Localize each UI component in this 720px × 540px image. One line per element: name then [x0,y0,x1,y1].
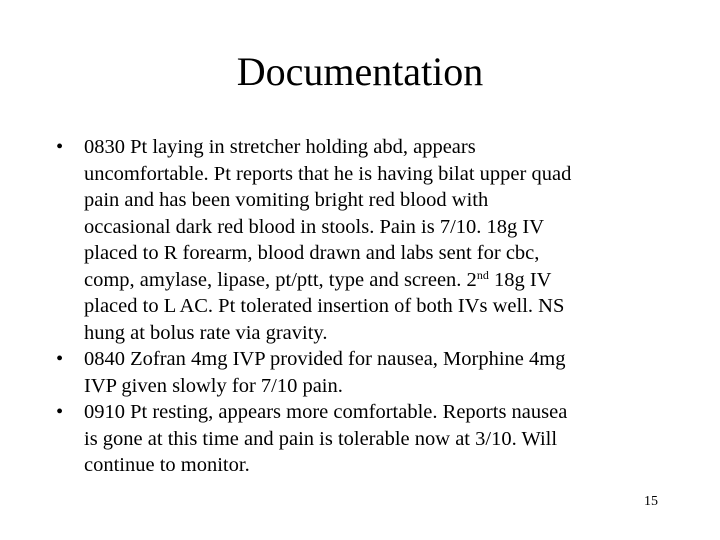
bullet-line: placed to R forearm, blood drawn and labs sent for cbc, [84,242,540,264]
line-text-pre: comp, amylase, lipase, pt/ptt, type and screen. 2 [84,268,477,291]
bullet-line: occasional dark red blood in stools. Pain is 7/10. 18g IV [84,215,545,238]
bullet-line: continue to monitor. [84,454,250,476]
bullet-line: 0830 Pt laying in stretcher holding abd, appears [84,136,476,158]
line-text-post: 18g IV [488,268,552,291]
page-number: 15 [644,494,658,509]
bullet-icon: • [56,136,64,158]
bullet-line: hung at bolus rate via gravity. [84,321,328,344]
bullet-item-0910 [56,399,666,479]
bullet-line: is gone at this time and pain is tolerable now at 3/10. Will [84,427,558,450]
bullet-line: IVP given slowly for 7/10 pain. [84,374,343,397]
bullet-item-0840 [56,346,666,399]
bullet-icon: • [56,348,64,370]
bullet-line-with-superscript [84,267,666,294]
bullet-list [56,134,666,479]
bullet-line: placed to L AC. Pt tolerated insertion of both IVs well. NS [84,295,565,317]
bullet-line: 0910 Pt resting, appears more comfortable. Reports nausea [84,401,568,423]
bullet-line: pain and has been vomiting bright red blood with [84,189,489,211]
ordinal-superscript: nd [476,267,489,282]
bullet-icon: • [56,401,64,423]
bullet-line: 0840 Zofran 4mg IVP provided for nausea, Morphine 4mg [84,348,566,370]
bullet-item-0830 [56,134,666,346]
bullet-line: uncomfortable. Pt reports that he is having bilat upper quad [84,162,572,185]
slide-title: Documentation [236,49,484,94]
